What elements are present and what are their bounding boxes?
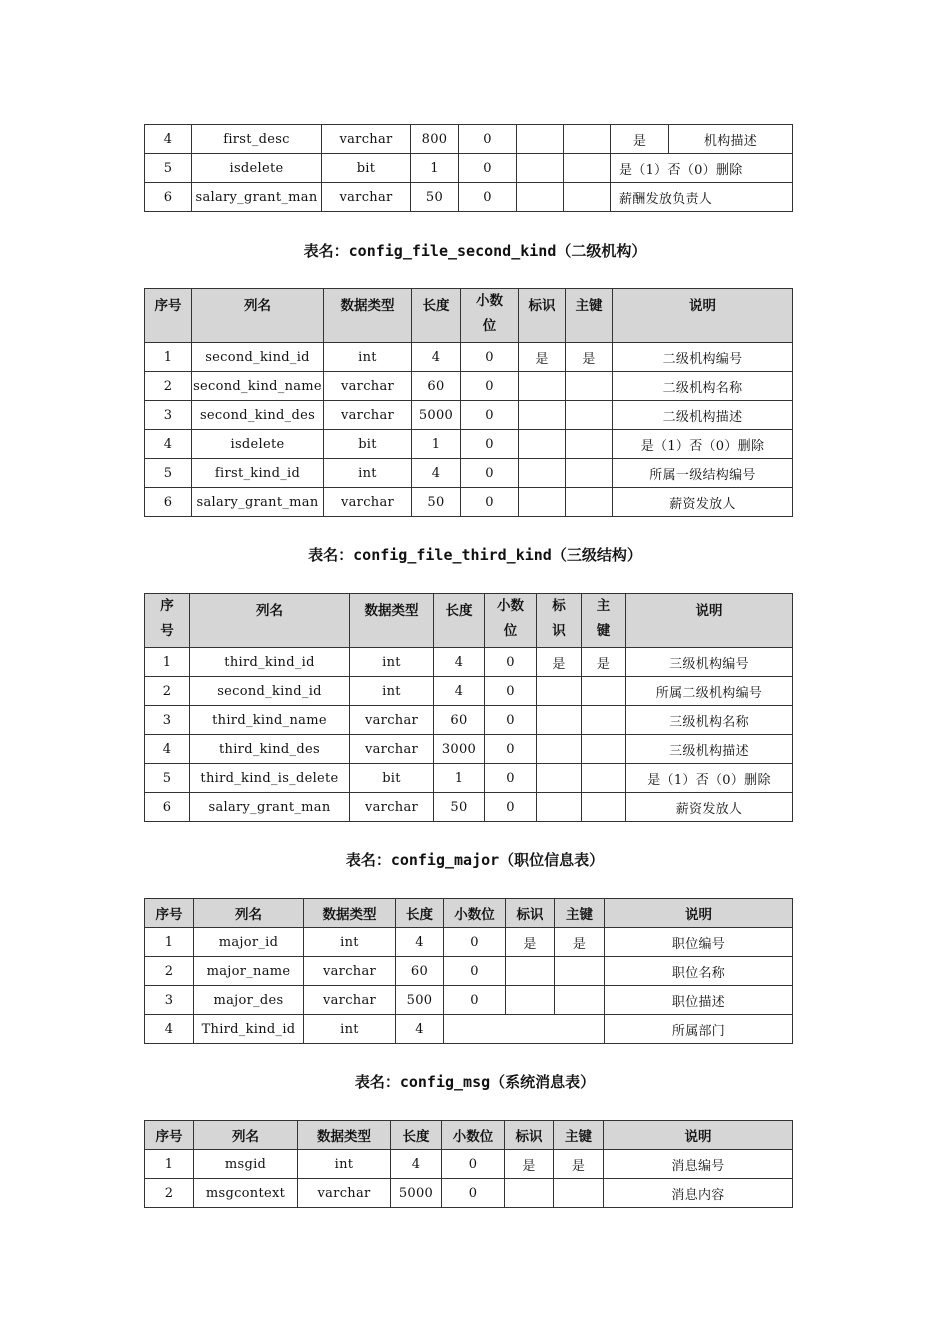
cell-primary-key: [564, 125, 611, 154]
cell-decimal: 0: [444, 986, 506, 1015]
cell-decimal: 0: [485, 706, 537, 735]
cell-identity: 是: [537, 648, 582, 677]
cell-index: 2: [145, 677, 190, 706]
cell-identity: [537, 735, 582, 764]
cell-identity: [517, 183, 564, 212]
cell-decimal: 0: [442, 1179, 505, 1208]
cell-data-type: int: [350, 648, 434, 677]
header-description: 说明: [605, 899, 793, 928]
cell-data-type: int: [304, 1015, 396, 1044]
cell-identity: [519, 401, 566, 430]
cell-length: 5000: [412, 401, 461, 430]
cell-index: 1: [145, 648, 190, 677]
cell-column-name: second_kind_id: [192, 343, 324, 372]
cell-description: 是（1）否（0）删除: [613, 430, 793, 459]
cell-decimal: 0: [485, 677, 537, 706]
cell-decimal: 0: [444, 928, 506, 957]
cell-index: 2: [145, 372, 192, 401]
cell-description: 是（1）否（0）删除: [611, 154, 793, 183]
cell-index: 5: [145, 154, 192, 183]
cell-primary-key: 是: [582, 648, 626, 677]
cell-decimal: 0: [461, 488, 519, 517]
table-header-row: [145, 289, 793, 343]
cell-length: 50: [434, 793, 485, 822]
cell-column-name: salary_grant_man: [192, 183, 322, 212]
cell-identity: [537, 764, 582, 793]
cell-data-type: varchar: [350, 793, 434, 822]
cell-data-type: int: [324, 343, 412, 372]
table-row: [145, 764, 793, 793]
header-index: 序号: [145, 594, 190, 648]
cell-length: 1: [411, 154, 459, 183]
header-length: 长度: [434, 594, 485, 648]
cell-length: 1: [412, 430, 461, 459]
cell-decimal: 0: [461, 459, 519, 488]
cell-column-name: salary_grant_man: [190, 793, 350, 822]
header-primary-key: 主键: [554, 1121, 604, 1150]
table-row: [145, 677, 793, 706]
table-row: [145, 1150, 793, 1179]
table-row: [145, 648, 793, 677]
cell-index: 3: [145, 986, 194, 1015]
cell-decimal: 0: [461, 372, 519, 401]
cell-description: 是（1）否（0）删除: [626, 764, 793, 793]
cell-identity: [519, 488, 566, 517]
cell-index: 4: [145, 430, 192, 459]
cell-primary-key: [582, 706, 626, 735]
cell-column-name: first_kind_id: [192, 459, 324, 488]
cell-data-type: varchar: [304, 957, 396, 986]
cell-primary-key: 是: [555, 928, 605, 957]
cell-primary-key: [582, 677, 626, 706]
cell-primary-key: [566, 459, 613, 488]
cell-length: 5000: [391, 1179, 442, 1208]
header-column-name: 列名: [194, 899, 304, 928]
cell-description: 机构描述: [669, 125, 793, 154]
cell-length: 1: [434, 764, 485, 793]
header-description: 说明: [613, 289, 793, 343]
cell-length: 50: [411, 183, 459, 212]
cell-identity: [506, 957, 555, 986]
cell-column-name: Third_kind_id: [194, 1015, 304, 1044]
table-third-kind: [144, 593, 793, 822]
cell-decimal: 0: [459, 183, 517, 212]
cell-primary-key: [582, 793, 626, 822]
header-length: 长度: [391, 1121, 442, 1150]
cell-decimal: 0: [485, 735, 537, 764]
cell-description: 二级机构名称: [613, 372, 793, 401]
header-primary-key: 主键: [555, 899, 605, 928]
cell-index: 4: [145, 735, 190, 764]
table-row: [145, 430, 793, 459]
cell-index: 6: [145, 793, 190, 822]
cell-data-type: int: [298, 1150, 391, 1179]
cell-column-name: msgcontext: [194, 1179, 298, 1208]
header-primary-key: 主键: [582, 594, 626, 648]
cell-index: 6: [145, 183, 192, 212]
cell-decimal: 0: [459, 125, 517, 154]
table-row: [145, 1179, 793, 1208]
table-msg: [144, 1120, 793, 1208]
cell-index: 5: [145, 764, 190, 793]
header-decimal: 小数位: [442, 1121, 505, 1150]
cell-length: 50: [412, 488, 461, 517]
table-row: [145, 986, 793, 1015]
table-row: [145, 343, 793, 372]
cell-column-name: first_desc: [192, 125, 322, 154]
cell-data-type: varchar: [304, 986, 396, 1015]
cell-primary-key: [582, 764, 626, 793]
cell-identity: [537, 706, 582, 735]
header-decimal: 小数位: [461, 289, 519, 343]
cell-primary-key: [564, 183, 611, 212]
header-column-name: 列名: [190, 594, 350, 648]
header-data-type: 数据类型: [350, 594, 434, 648]
header-index: 序号: [145, 289, 192, 343]
header-length: 长度: [412, 289, 461, 343]
cell-column-name: major_des: [194, 986, 304, 1015]
header-identity: 标识: [537, 594, 582, 648]
table-header-row: [145, 899, 793, 928]
cell-index: 2: [145, 957, 194, 986]
cell-primary-key: [582, 735, 626, 764]
cell-description: 职位名称: [605, 957, 793, 986]
cell-length: 4: [434, 648, 485, 677]
cell-column-name: third_kind_id: [190, 648, 350, 677]
table-row: [145, 401, 793, 430]
cell-data-type: bit: [324, 430, 412, 459]
cell-description: 三级机构描述: [626, 735, 793, 764]
cell-identity: [519, 430, 566, 459]
header-identity: 标识: [506, 899, 555, 928]
cell-index: 3: [145, 401, 192, 430]
table-title: 表名：config_file_third_kind（三级结构）: [308, 546, 642, 564]
cell-decimal: 0: [485, 648, 537, 677]
cell-column-name: isdelete: [192, 154, 322, 183]
header-decimal: 小数位: [485, 594, 537, 648]
table-row: [145, 125, 793, 154]
cell-description: 职位描述: [605, 986, 793, 1015]
header-decimal: 小数位: [444, 899, 506, 928]
cell-data-type: int: [324, 459, 412, 488]
cell-index: 6: [145, 488, 192, 517]
cell-decimal: 0: [485, 764, 537, 793]
cell-identity: [517, 125, 564, 154]
cell-primary-key: [555, 957, 605, 986]
cell-identity: 是: [519, 343, 566, 372]
table-header-row: [145, 1121, 793, 1150]
header-index: 序号: [145, 899, 194, 928]
cell-decimal: 0: [442, 1150, 505, 1179]
cell-identity: [519, 459, 566, 488]
cell-primary-key: [555, 986, 605, 1015]
table-second-kind: [144, 288, 793, 517]
cell-length: 800: [411, 125, 459, 154]
cell-length: 60: [412, 372, 461, 401]
header-description: 说明: [626, 594, 793, 648]
cell-column-name: third_kind_is_delete: [190, 764, 350, 793]
header-data-type: 数据类型: [324, 289, 412, 343]
cell-index: 1: [145, 343, 192, 372]
header-description: 说明: [604, 1121, 793, 1150]
cell-primary-key: [566, 401, 613, 430]
header-column-name: 列名: [194, 1121, 298, 1150]
cell-column-name: second_kind_name: [192, 372, 324, 401]
cell-decimal: 0: [444, 957, 506, 986]
cell-identity: [537, 793, 582, 822]
table-row: [145, 488, 793, 517]
cell-column-name: major_name: [194, 957, 304, 986]
table-row: [145, 706, 793, 735]
cell-length: 4: [412, 343, 461, 372]
cell-index: 4: [145, 125, 192, 154]
cell-description: 职位编号: [605, 928, 793, 957]
table-row: [145, 183, 793, 212]
cell-column-name: third_kind_name: [190, 706, 350, 735]
header-primary-key: 主键: [566, 289, 613, 343]
header-identity: 标识: [505, 1121, 554, 1150]
cell-length: 4: [396, 928, 444, 957]
header-data-type: 数据类型: [304, 899, 396, 928]
cell-index: 5: [145, 459, 192, 488]
table-row: [145, 1015, 793, 1044]
cell-nullable: 是: [611, 125, 669, 154]
table-header-row: [145, 594, 793, 648]
cell-data-type: varchar: [324, 401, 412, 430]
cell-data-type: varchar: [324, 488, 412, 517]
table-row: [145, 957, 793, 986]
header-column-name: 列名: [192, 289, 324, 343]
cell-identity: [506, 986, 555, 1015]
cell-description: 所属一级结构编号: [613, 459, 793, 488]
cell-data-type: varchar: [298, 1179, 391, 1208]
cell-data-type: bit: [350, 764, 434, 793]
cell-decimal: 0: [461, 430, 519, 459]
header-identity: 标识: [519, 289, 566, 343]
header-length: 长度: [396, 899, 444, 928]
table-row: [145, 928, 793, 957]
cell-identity: [517, 154, 564, 183]
cell-identity: 是: [505, 1150, 554, 1179]
cell-description: 三级机构编号: [626, 648, 793, 677]
cell-identity: [519, 372, 566, 401]
cell-description: 二级机构编号: [613, 343, 793, 372]
cell-description: 薪资发放人: [626, 793, 793, 822]
cell-data-type: varchar: [322, 183, 411, 212]
cell-decimal: 0: [461, 343, 519, 372]
cell-length: 3000: [434, 735, 485, 764]
cell-decimal: 0: [485, 793, 537, 822]
table-first-kind-continued: [144, 124, 793, 212]
cell-length: 60: [396, 957, 444, 986]
cell-identity: [537, 677, 582, 706]
cell-primary-key: [566, 430, 613, 459]
cell-primary-key: [564, 154, 611, 183]
cell-column-name: isdelete: [192, 430, 324, 459]
cell-data-type: int: [350, 677, 434, 706]
cell-primary-key: [554, 1179, 604, 1208]
cell-data-type: bit: [322, 154, 411, 183]
cell-identity: 是: [506, 928, 555, 957]
table-row: [145, 154, 793, 183]
cell-length: 4: [391, 1150, 442, 1179]
cell-index: 2: [145, 1179, 194, 1208]
cell-column-name: salary_grant_man: [192, 488, 324, 517]
table-row: [145, 793, 793, 822]
cell-description: 二级机构描述: [613, 401, 793, 430]
table-title: 表名：config_major（职位信息表）: [345, 851, 605, 869]
cell-primary-key: 是: [566, 343, 613, 372]
cell-data-type: int: [304, 928, 396, 957]
header-data-type: 数据类型: [298, 1121, 391, 1150]
cell-length: 4: [396, 1015, 444, 1044]
cell-primary-key: 是: [554, 1150, 604, 1179]
cell-decimal: 0: [461, 401, 519, 430]
cell-data-type: varchar: [322, 125, 411, 154]
table-title: 表名：config_file_second_kind（二级机构）: [303, 242, 647, 260]
cell-description: 消息内容: [604, 1179, 793, 1208]
cell-column-name: msgid: [194, 1150, 298, 1179]
cell-length: 4: [434, 677, 485, 706]
table-title: 表名：config_msg（系统消息表）: [354, 1073, 596, 1091]
cell-column-name: second_kind_des: [192, 401, 324, 430]
cell-description: 三级机构名称: [626, 706, 793, 735]
cell-decimal: 0: [459, 154, 517, 183]
cell-index: 3: [145, 706, 190, 735]
table-row: [145, 372, 793, 401]
table-row: [145, 735, 793, 764]
cell-description: 薪资发放人: [613, 488, 793, 517]
cell-identity: [505, 1179, 554, 1208]
cell-data-type: varchar: [350, 735, 434, 764]
cell-length: 500: [396, 986, 444, 1015]
cell-description: 薪酬发放负责人: [611, 183, 793, 212]
cell-data-type: varchar: [324, 372, 412, 401]
header-index: 序号: [145, 1121, 194, 1150]
cell-column-name: major_id: [194, 928, 304, 957]
cell-index: 4: [145, 1015, 194, 1044]
cell-length: 60: [434, 706, 485, 735]
table-row: [145, 459, 793, 488]
cell-column-name: second_kind_id: [190, 677, 350, 706]
cell-primary-key: [566, 372, 613, 401]
cell-column-name: third_kind_des: [190, 735, 350, 764]
cell-length: 4: [412, 459, 461, 488]
cell-primary-key: [566, 488, 613, 517]
table-major: [144, 898, 793, 1044]
cell-description: 所属部门: [605, 1015, 793, 1044]
cell-index: 1: [145, 928, 194, 957]
cell-index: 1: [145, 1150, 194, 1179]
cell-description: 消息编号: [604, 1150, 793, 1179]
cell-data-type: varchar: [350, 706, 434, 735]
cell-decimal: [444, 1015, 605, 1044]
cell-description: 所属二级机构编号: [626, 677, 793, 706]
